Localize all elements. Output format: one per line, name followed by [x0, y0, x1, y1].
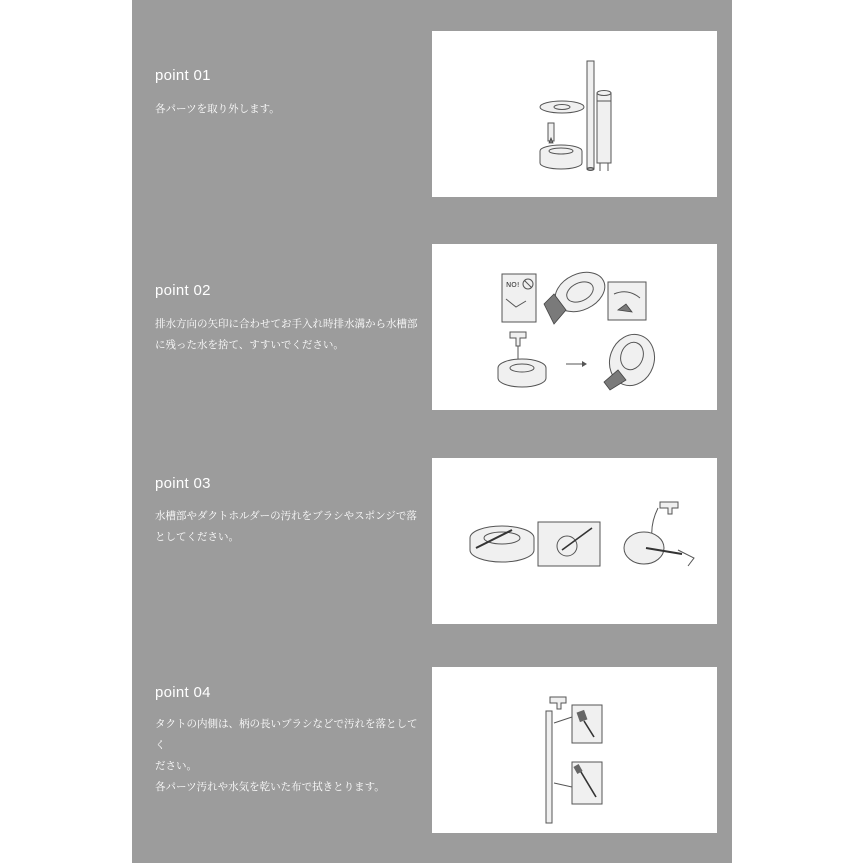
point-02-description: [155, 314, 420, 356]
parts-disassembly-illustration: [432, 31, 717, 197]
description-line: に残った水を捨て、すすいでください。: [155, 339, 344, 351]
brush-cleaning-illustration: [432, 458, 717, 624]
description-line: 各パーツを取り外します。: [155, 103, 280, 115]
point-04-title: point 04: [155, 684, 211, 701]
description-line: 排水方向の矢印に合わせてお手入れ時排水溝から水槽部: [155, 318, 418, 330]
description-line: 水槽部やダクトホルダーの汚れをブラシやスポンジで落: [155, 510, 417, 522]
point-02-illustration: [432, 244, 717, 410]
point-01-illustration: [432, 31, 717, 197]
description-line: 各パーツ汚れや水気を乾いた布で拭きとります。: [155, 781, 385, 793]
point-01-description: [155, 99, 420, 120]
description-line: としてください。: [155, 531, 239, 543]
instruction-panel: [132, 0, 732, 863]
duct-cleaning-illustration: [432, 667, 717, 833]
point-03-title: point 03: [155, 475, 211, 492]
point-03-description: [155, 506, 420, 548]
point-03-illustration: [432, 458, 717, 624]
no-warning-label: NO!: [506, 281, 520, 289]
description-line: タクトの内側は、柄の長いブラシなどで汚れを落としてく: [155, 718, 418, 751]
point-04-illustration: [432, 667, 717, 833]
point-01-title: point 01: [155, 67, 211, 84]
description-line: ださい。: [155, 760, 197, 772]
point-04-description: [155, 714, 420, 798]
point-02-title: point 02: [155, 282, 211, 299]
drain-and-rinse-illustration: [432, 244, 717, 410]
